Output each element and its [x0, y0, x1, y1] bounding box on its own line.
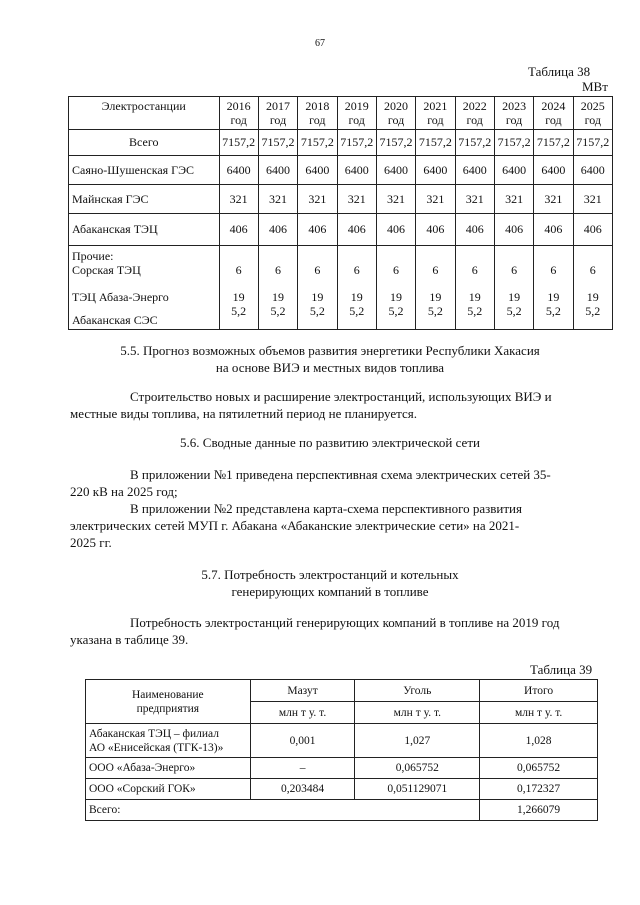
abakan-ses-label: Абаканская СЭС: [72, 313, 158, 327]
other-values-2016: [219, 246, 258, 330]
abakan-ses-value: 5,2: [467, 304, 483, 318]
sorskaya-value: 6: [275, 263, 282, 277]
unit-coal: млн т у. т.: [355, 702, 480, 724]
section-5-5-para-line2: местные виды топлива, на пятилетний период не планируется.: [70, 406, 417, 421]
abakan-tec-value-2019: 406: [337, 214, 376, 246]
abakan-ses-value: 5,2: [585, 304, 601, 318]
section-5-5-title-line1: 5.5. Прогноз возможных объемов развития энергетики Республики Хакасия: [120, 343, 540, 358]
sorskaya-value: 6: [432, 263, 439, 277]
section-5-6-p1-line1: В приложении №1 приведена перспективная схема электрических сетей 35-: [130, 467, 551, 482]
abaza-value: 19: [508, 290, 521, 304]
abaza-value: 19: [272, 290, 285, 304]
table-38-row-total: [69, 130, 613, 156]
sorskaya-value: 6: [314, 263, 321, 277]
table-39-header-row-1: [86, 680, 598, 702]
sayano-value-2020: 6400: [376, 156, 415, 185]
abakan-tec-value-2024: 406: [534, 214, 573, 246]
table-39: [85, 679, 598, 821]
table-38-unit: МВт: [582, 79, 608, 94]
section-5-6-paragraphs: [70, 466, 598, 551]
header-year-2019: [337, 97, 376, 130]
total-value-2017: 7157,2: [258, 130, 297, 156]
section-5-6-p2-line2: электрических сетей МУП г. Абакана «Абаканские электрические сети» на 2021-: [70, 518, 520, 533]
row-label-mainskaya: Майнская ГЭС: [69, 185, 220, 214]
header-station: Электростанции: [69, 97, 220, 130]
sayano-value-2023: 6400: [494, 156, 533, 185]
row2-name: ООО «Абаза-Энерго»: [86, 758, 251, 779]
header-total: Итого: [480, 680, 598, 702]
row-label-other: [69, 246, 220, 330]
abaza-value: 19: [468, 290, 481, 304]
sorskaya-value: 6: [589, 263, 596, 277]
table-row: [86, 758, 598, 779]
section-5-6-p1-line2: 220 кВ на 2025 год;: [70, 484, 178, 499]
year-value: 2024: [541, 99, 566, 113]
unit-mazut: млн т у. т.: [250, 702, 355, 724]
row-label-total: Всего: [69, 130, 220, 156]
other-values-2022: [455, 246, 494, 330]
section-5-7-paragraph: [70, 614, 598, 648]
header-year-2022: [455, 97, 494, 130]
header-mazut: Мазут: [250, 680, 355, 702]
abakan-tec-value-2017: 406: [258, 214, 297, 246]
abaza-value: 19: [232, 290, 245, 304]
other-values-2017: [258, 246, 297, 330]
row-name: [86, 724, 251, 758]
other-values-2018: [298, 246, 337, 330]
header-year-2017: [258, 97, 297, 130]
abaza-value: 19: [586, 290, 599, 304]
table-39-caption: Таблица 39: [530, 662, 593, 677]
section-5-7-title-line2: генерирующих компаний в топливе: [231, 584, 429, 599]
sorskaya-value: 6: [235, 263, 242, 277]
mainskaya-value-2022: 321: [455, 185, 494, 214]
table-38-row-abakan-tec: [69, 214, 613, 246]
total-label: Всего:: [86, 800, 480, 821]
section-5-7-title-line1: 5.7. Потребность электростанций и котельных: [201, 567, 459, 582]
total-value-2019: 7157,2: [337, 130, 376, 156]
other-values-2019: [337, 246, 376, 330]
abakan-ses-value: 5,2: [231, 304, 247, 318]
year-value: 2021: [423, 99, 448, 113]
table-row-total: [86, 800, 598, 821]
section-5-5-title-line2: на основе ВИЭ и местных видов топлива: [215, 360, 445, 375]
section-5-5-para-line1: Строительство новых и расширение электростанций, использующих ВИЭ и: [130, 389, 552, 404]
row2-mazut: –: [250, 758, 355, 779]
mainskaya-value-2024: 321: [534, 185, 573, 214]
header-enterprise-line1: Наименование: [132, 688, 204, 701]
header-year-2025: [573, 97, 612, 130]
year-value: 2017: [266, 99, 291, 113]
sayano-value-2018: 6400: [298, 156, 337, 185]
row1-name-line2: АО «Енисейская (ТГК-13)»: [89, 741, 224, 754]
header-coal: Уголь: [355, 680, 480, 702]
section-5-6-title: 5.6. Сводные данные по развитию электрической сети: [180, 435, 480, 450]
total-value-2016: 7157,2: [219, 130, 258, 156]
header-year-2018: [298, 97, 337, 130]
section-5-7-title: [40, 566, 620, 600]
sorskaya-value: 6: [471, 263, 478, 277]
abakan-ses-value: 5,2: [270, 304, 286, 318]
sayano-value-2021: 6400: [416, 156, 455, 185]
row3-total: 0,172327: [480, 779, 598, 800]
table-38-caption: Таблица 38: [528, 64, 591, 79]
mainskaya-value-2025: 321: [573, 185, 612, 214]
abaza-value: 19: [547, 290, 560, 304]
abaza-value: 19: [429, 290, 442, 304]
row-label-sayano: Саяно-Шушенская ГЭС: [69, 156, 220, 185]
header-enterprise: [86, 680, 251, 724]
other-values-2025: [573, 246, 612, 330]
section-5-7-para-line2: указана в таблице 39.: [70, 632, 189, 647]
row1-total: 1,028: [480, 724, 598, 758]
mainskaya-value-2018: 321: [298, 185, 337, 214]
header-enterprise-line2: предприятия: [136, 702, 200, 715]
row2-total: 0,065752: [480, 758, 598, 779]
section-5-7-para-line1: Потребность электростанций генерирующих компаний в топливе на 2019 год: [130, 615, 560, 630]
abakan-tec-value-2018: 406: [298, 214, 337, 246]
year-value: 2022: [462, 99, 487, 113]
other-values-2024: [534, 246, 573, 330]
header-year-2023: [494, 97, 533, 130]
header-year-2024: [534, 97, 573, 130]
section-5-6-p2-line3: 2025 гг.: [70, 535, 112, 550]
header-year-2020: [376, 97, 415, 130]
other-values-2020: [376, 246, 415, 330]
year-value: 2019: [344, 99, 369, 113]
sorskaya-value: 6: [393, 263, 400, 277]
mainskaya-value-2021: 321: [416, 185, 455, 214]
abakan-tec-value-2022: 406: [455, 214, 494, 246]
abakan-tec-value-2025: 406: [573, 214, 612, 246]
section-5-5-title: [40, 342, 620, 376]
sayano-value-2019: 6400: [337, 156, 376, 185]
table-38-row-mainskaya: [69, 185, 613, 214]
mainskaya-value-2017: 321: [258, 185, 297, 214]
mainskaya-value-2023: 321: [494, 185, 533, 214]
unit-total: млн т у. т.: [480, 702, 598, 724]
sorskaya-label: Сорская ТЭЦ: [72, 263, 141, 277]
other-label: Прочие:: [72, 249, 114, 263]
abakan-tec-value-2016: 406: [219, 214, 258, 246]
abakan-ses-value: 5,2: [388, 304, 404, 318]
abakan-tec-value-2023: 406: [494, 214, 533, 246]
other-values-2021: [416, 246, 455, 330]
mainskaya-value-2016: 321: [219, 185, 258, 214]
section-5-6-p2-line1: В приложении №2 представлена карта-схема перспективного развития: [130, 501, 522, 516]
row-label-abakan-tec: Абаканская ТЭЦ: [69, 214, 220, 246]
year-word: год: [387, 113, 405, 127]
sorskaya-value: 6: [511, 263, 518, 277]
year-value: 2020: [384, 99, 409, 113]
header-year-2021: [416, 97, 455, 130]
total-value-2023: 7157,2: [494, 130, 533, 156]
abakan-ses-value: 5,2: [506, 304, 522, 318]
year-value: 2023: [502, 99, 527, 113]
table-38-row-other: [69, 246, 613, 330]
page-number: 67: [315, 38, 325, 49]
year-word: год: [505, 113, 523, 127]
year-word: год: [230, 113, 247, 127]
sayano-value-2022: 6400: [455, 156, 494, 185]
year-word: год: [545, 113, 562, 127]
row2-coal: 0,065752: [355, 758, 480, 779]
abakan-ses-value: 5,2: [545, 304, 561, 318]
table-row: [86, 724, 598, 758]
other-values-2023: [494, 246, 533, 330]
total-value-2024: 7157,2: [534, 130, 573, 156]
table-38: [68, 96, 613, 330]
abakan-ses-value: 5,2: [427, 304, 443, 318]
sorskaya-value: 6: [353, 263, 360, 277]
table-row: [86, 779, 598, 800]
year-value: 2025: [580, 99, 605, 113]
total-value: 1,266079: [480, 800, 598, 821]
mainskaya-value-2020: 321: [376, 185, 415, 214]
row1-mazut: 0,001: [250, 724, 355, 758]
abaza-value: 19: [311, 290, 324, 304]
header-year-2016: [219, 97, 258, 130]
abaza-value: 19: [350, 290, 363, 304]
table-38-row-sayano: [69, 156, 613, 185]
abakan-tec-value-2021: 406: [416, 214, 455, 246]
abaza-label: ТЭЦ Абаза-Энерго: [72, 290, 169, 304]
total-value-2020: 7157,2: [376, 130, 415, 156]
total-value-2018: 7157,2: [298, 130, 337, 156]
abakan-ses-value: 5,2: [349, 304, 365, 318]
total-value-2021: 7157,2: [416, 130, 455, 156]
sayano-value-2016: 6400: [219, 156, 258, 185]
year-value: 2018: [305, 99, 330, 113]
total-value-2022: 7157,2: [455, 130, 494, 156]
sayano-value-2025: 6400: [573, 156, 612, 185]
sayano-value-2024: 6400: [534, 156, 573, 185]
year-word: год: [348, 113, 365, 127]
year-word: год: [427, 113, 444, 127]
mainskaya-value-2019: 321: [337, 185, 376, 214]
row3-name: ООО «Сорский ГОК»: [86, 779, 251, 800]
section-5-5-paragraph: [70, 388, 598, 422]
abakan-tec-value-2020: 406: [376, 214, 415, 246]
sayano-value-2017: 6400: [258, 156, 297, 185]
abakan-ses-value: 5,2: [309, 304, 325, 318]
year-value: 2016: [226, 99, 251, 113]
row1-name-line1: Абаканская ТЭЦ – филиал: [89, 727, 219, 740]
row1-coal: 1,027: [355, 724, 480, 758]
row3-coal: 0,051129071: [355, 779, 480, 800]
year-word: год: [269, 113, 287, 127]
table-38-header-row: [69, 97, 613, 130]
year-word: год: [584, 113, 601, 127]
abaza-value: 19: [390, 290, 403, 304]
year-word: год: [309, 113, 326, 127]
sorskaya-value: 6: [550, 263, 557, 277]
year-word: год: [466, 113, 483, 127]
total-value-2025: 7157,2: [573, 130, 612, 156]
row3-mazut: 0,203484: [250, 779, 355, 800]
